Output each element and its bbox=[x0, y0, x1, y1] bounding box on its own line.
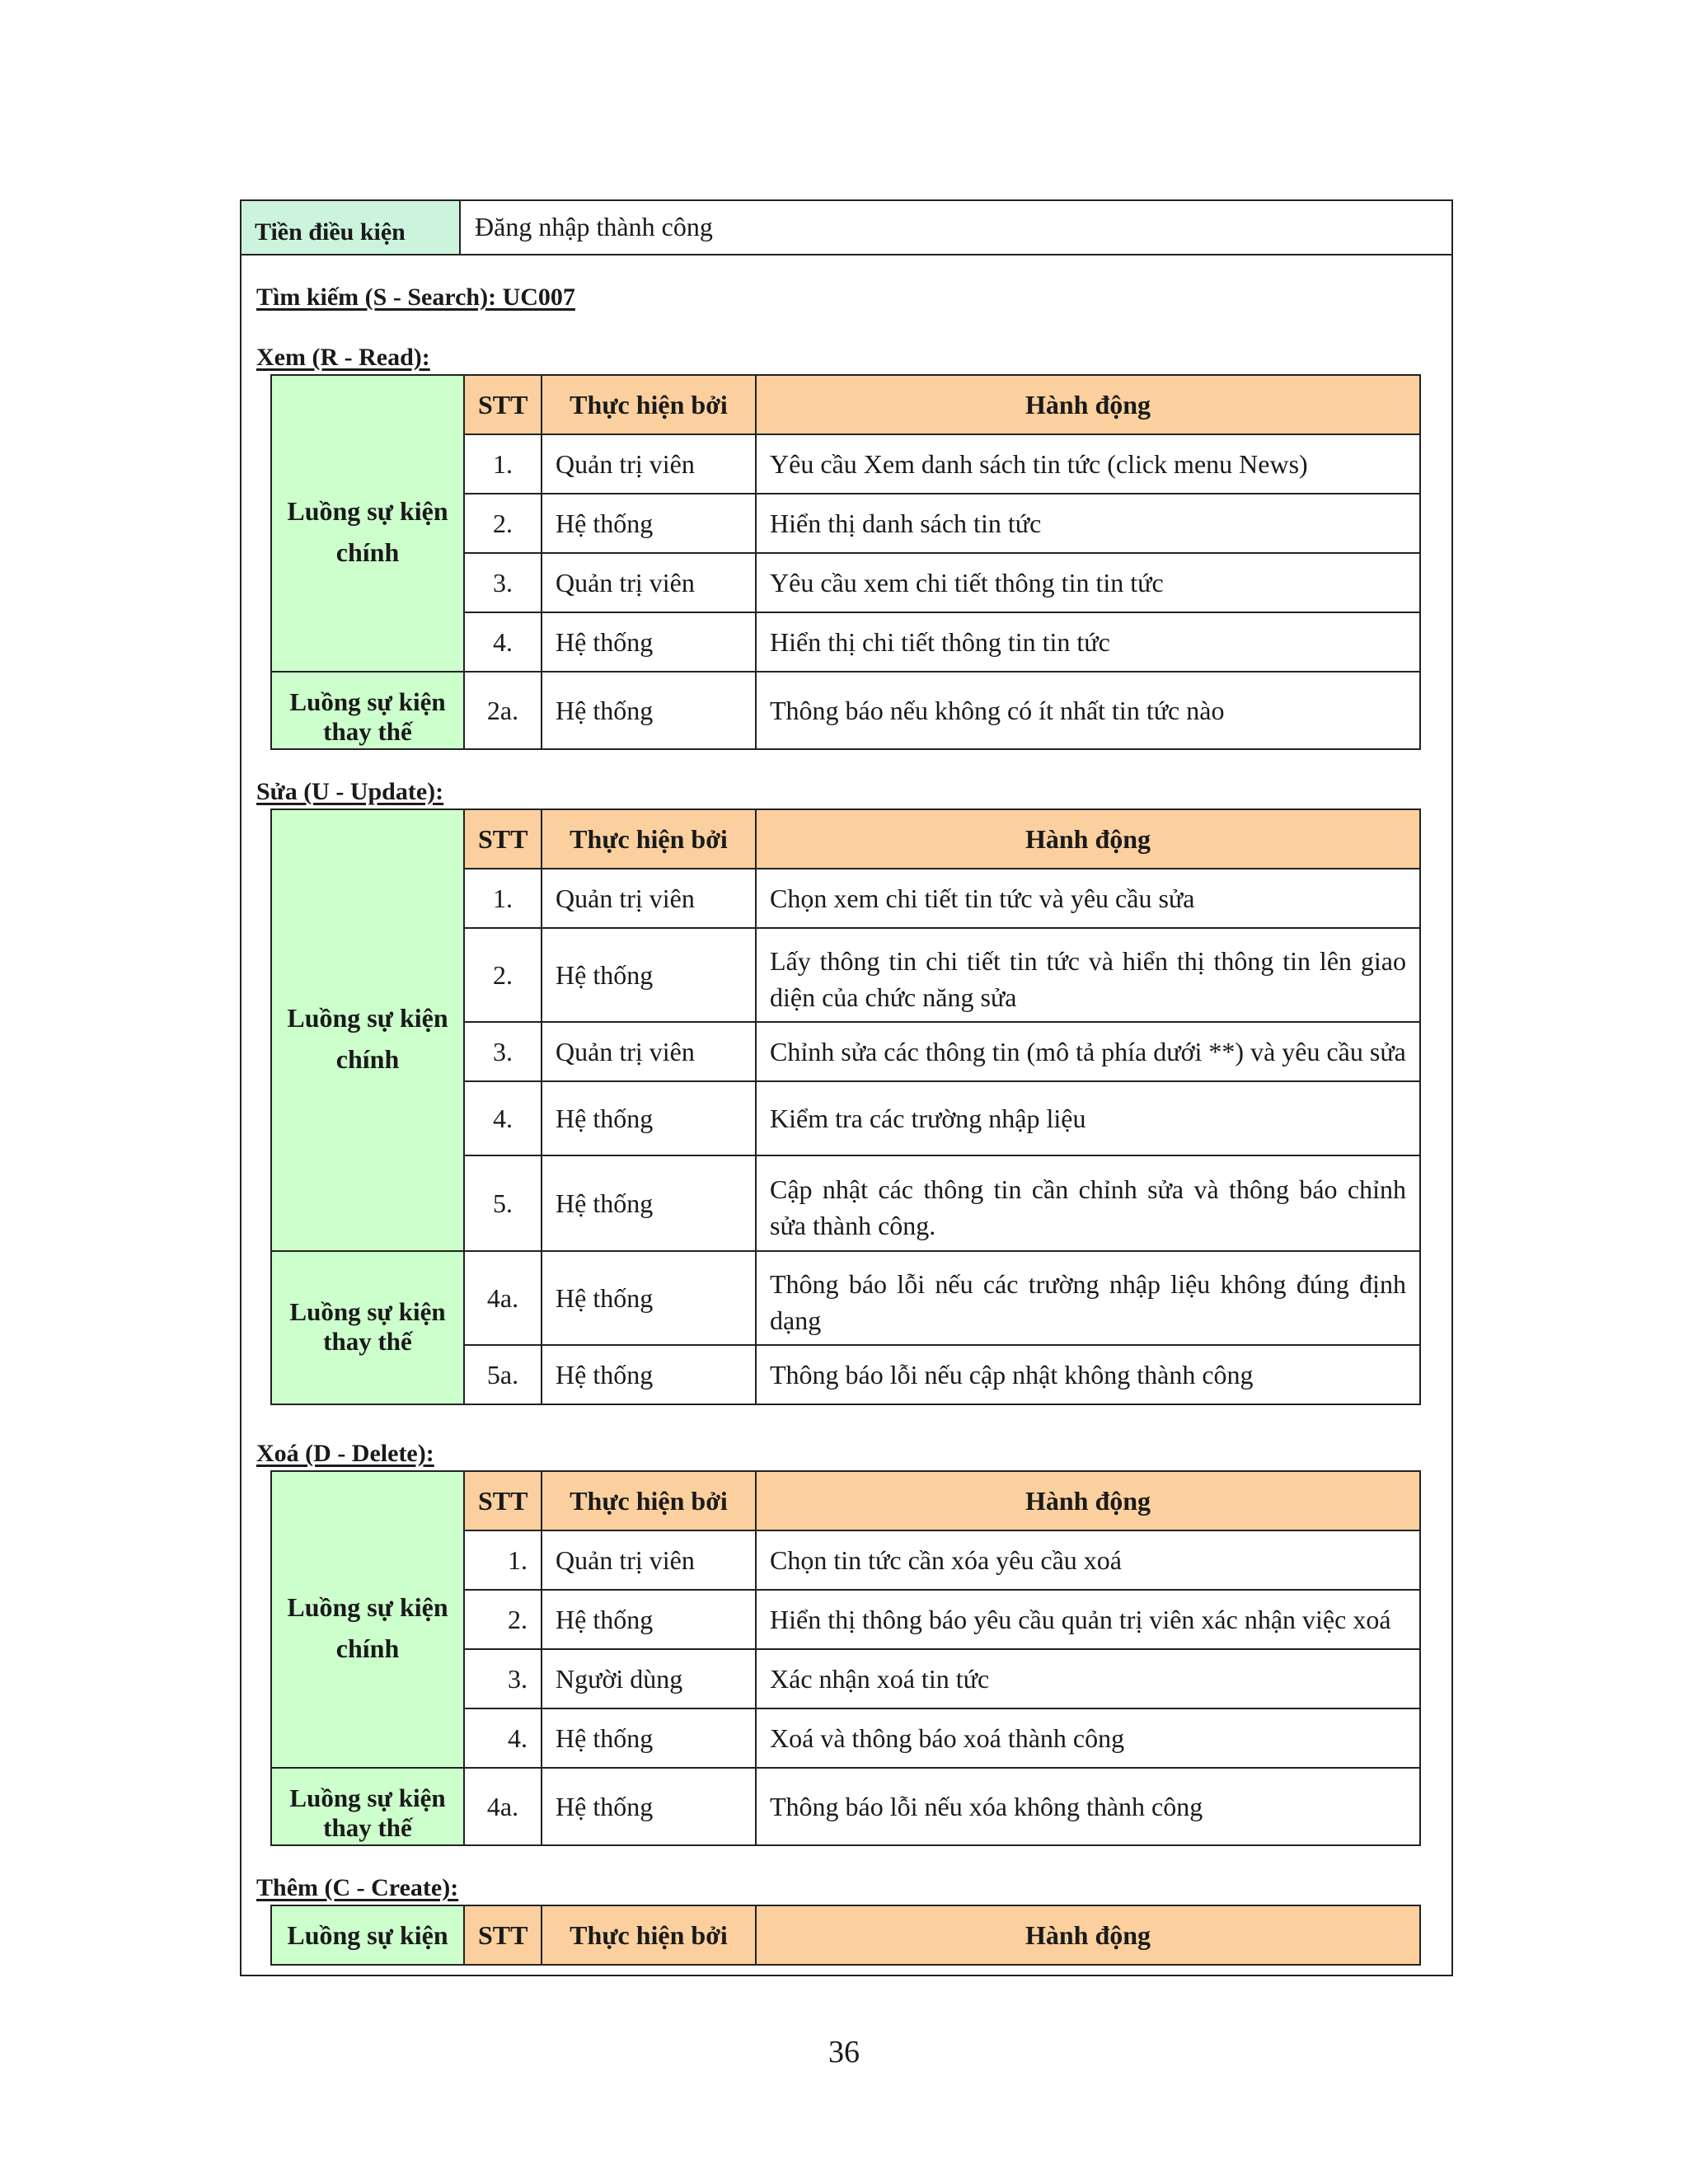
row-stt: 4. bbox=[464, 1708, 542, 1768]
row-stt: 4a. bbox=[464, 1251, 542, 1345]
update-table bbox=[270, 808, 1421, 1405]
row-action: Chọn xem chi tiết tin tức và yêu cầu sửa bbox=[756, 869, 1420, 928]
row-by: Hệ thống bbox=[542, 1081, 756, 1155]
row-stt: 2. bbox=[464, 928, 542, 1022]
row-action: Thông báo lỗi nếu cập nhật không thành công bbox=[756, 1345, 1420, 1404]
table-row bbox=[271, 672, 1420, 749]
row-by: Quản trị viên bbox=[542, 434, 756, 494]
row-action: Thông báo lỗi nếu các trường nhập liệu không đúng định dạng bbox=[756, 1251, 1420, 1345]
row-by: Quản trị viên bbox=[542, 869, 756, 928]
page-number: 36 bbox=[828, 2035, 860, 2069]
row-stt: 3. bbox=[464, 1649, 542, 1708]
row-action: Kiểm tra các trường nhập liệu bbox=[756, 1081, 1420, 1155]
row-action: Hiển thị thông báo yêu cầu quản trị viên xác nhận việc xoá bbox=[756, 1590, 1420, 1649]
row-stt: 1. bbox=[464, 434, 542, 494]
row-action: Lấy thông tin chi tiết tin tức và hiển thị thông tin lên giao diện của chức năng sửa bbox=[756, 928, 1420, 1022]
main-flow-label: Luồng sự kiện chính bbox=[271, 1471, 464, 1768]
read-title: Xem (R - Read): bbox=[256, 344, 430, 371]
table-header-row bbox=[271, 375, 1420, 434]
alt-flow-label: Luồng sự kiện thay thế bbox=[271, 1768, 464, 1845]
header-action: Hành động bbox=[756, 1471, 1420, 1530]
row-action: Hiển thị chi tiết thông tin tin tức bbox=[756, 612, 1420, 672]
create-table bbox=[270, 1905, 1421, 1966]
row-action: Thông báo lỗi nếu xóa không thành công bbox=[756, 1768, 1420, 1845]
row-action: Hiển thị danh sách tin tức bbox=[756, 494, 1420, 553]
table-row bbox=[271, 1251, 1420, 1345]
row-stt: 3. bbox=[464, 1022, 542, 1081]
precondition-value: Đăng nhập thành công bbox=[475, 212, 713, 241]
row-action: Cập nhật các thông tin cần chỉnh sửa và thông báo chỉnh sửa thành công. bbox=[756, 1155, 1420, 1251]
row-by: Hệ thống bbox=[542, 494, 756, 553]
row-action: Chỉnh sửa các thông tin (mô tả phía dưới **) và yêu cầu sửa bbox=[756, 1022, 1420, 1081]
row-stt: 4. bbox=[464, 612, 542, 672]
row-stt: 2a. bbox=[464, 672, 542, 749]
row-stt: 5a. bbox=[464, 1345, 542, 1404]
header-action: Hành động bbox=[756, 375, 1420, 434]
row-action: Yêu cầu Xem danh sách tin tức (click menu News) bbox=[756, 434, 1420, 494]
header-stt: STT bbox=[464, 1905, 542, 1965]
row-by: Hệ thống bbox=[542, 1345, 756, 1404]
row-stt: 4. bbox=[464, 1081, 542, 1155]
update-title: Sửa (U - Update): bbox=[256, 778, 444, 805]
delete-title: Xoá (D - Delete): bbox=[256, 1440, 434, 1467]
row-stt: 5. bbox=[464, 1155, 542, 1251]
header-action: Hành động bbox=[756, 1905, 1420, 1965]
delete-table bbox=[270, 1470, 1421, 1846]
read-table bbox=[270, 374, 1421, 750]
header-by: Thực hiện bởi bbox=[542, 809, 756, 869]
row-by: Hệ thống bbox=[542, 1768, 756, 1845]
row-stt: 4a. bbox=[464, 1768, 542, 1845]
row-by: Hệ thống bbox=[542, 928, 756, 1022]
row-by: Quản trị viên bbox=[542, 1530, 756, 1590]
row-action: Yêu cầu xem chi tiết thông tin tin tức bbox=[756, 553, 1420, 612]
use-case-table bbox=[240, 199, 1453, 1976]
alt-flow-label: Luồng sự kiện thay thế bbox=[271, 1251, 464, 1404]
row-stt: 1. bbox=[464, 869, 542, 928]
row-stt: 2. bbox=[464, 1590, 542, 1649]
row-stt: 1. bbox=[464, 1530, 542, 1590]
row-action: Thông báo nếu không có ít nhất tin tức nào bbox=[756, 672, 1420, 749]
header-by: Thực hiện bởi bbox=[542, 1905, 756, 1965]
table-header-row bbox=[271, 1471, 1420, 1530]
row-by: Quản trị viên bbox=[542, 553, 756, 612]
header-stt: STT bbox=[464, 1471, 542, 1530]
search-title: Tìm kiếm (S - Search): UC007 bbox=[256, 284, 575, 311]
main-flow-label: Luồng sự kiện chính bbox=[271, 809, 464, 1251]
row-stt: 3. bbox=[464, 553, 542, 612]
row-stt: 2. bbox=[464, 494, 542, 553]
main-flow-label: Luồng sự kiện bbox=[271, 1905, 464, 1965]
row-by: Hệ thống bbox=[542, 1155, 756, 1251]
header-stt: STT bbox=[464, 809, 542, 869]
precondition-row bbox=[241, 201, 1451, 255]
header-action: Hành động bbox=[756, 809, 1420, 869]
row-action: Xoá và thông báo xoá thành công bbox=[756, 1708, 1420, 1768]
precondition-label: Tiền điều kiện bbox=[241, 201, 461, 254]
main-flow-label: Luồng sự kiện chính bbox=[271, 375, 464, 672]
row-by: Người dùng bbox=[542, 1649, 756, 1708]
header-stt: STT bbox=[464, 375, 542, 434]
table-header-row bbox=[271, 809, 1420, 869]
row-by: Hệ thống bbox=[542, 672, 756, 749]
header-by: Thực hiện bởi bbox=[542, 375, 756, 434]
row-by: Hệ thống bbox=[542, 1251, 756, 1345]
alt-flow-label: Luồng sự kiện thay thế bbox=[271, 672, 464, 749]
header-by: Thực hiện bởi bbox=[542, 1471, 756, 1530]
create-title: Thêm (C - Create): bbox=[256, 1874, 459, 1901]
row-by: Hệ thống bbox=[542, 612, 756, 672]
table-row bbox=[271, 1768, 1420, 1845]
row-by: Hệ thống bbox=[542, 1708, 756, 1768]
row-by: Hệ thống bbox=[542, 1590, 756, 1649]
row-action: Xác nhận xoá tin tức bbox=[756, 1649, 1420, 1708]
row-action: Chọn tin tức cần xóa yêu cầu xoá bbox=[756, 1530, 1420, 1590]
row-by: Quản trị viên bbox=[542, 1022, 756, 1081]
table-header-row bbox=[271, 1905, 1420, 1965]
